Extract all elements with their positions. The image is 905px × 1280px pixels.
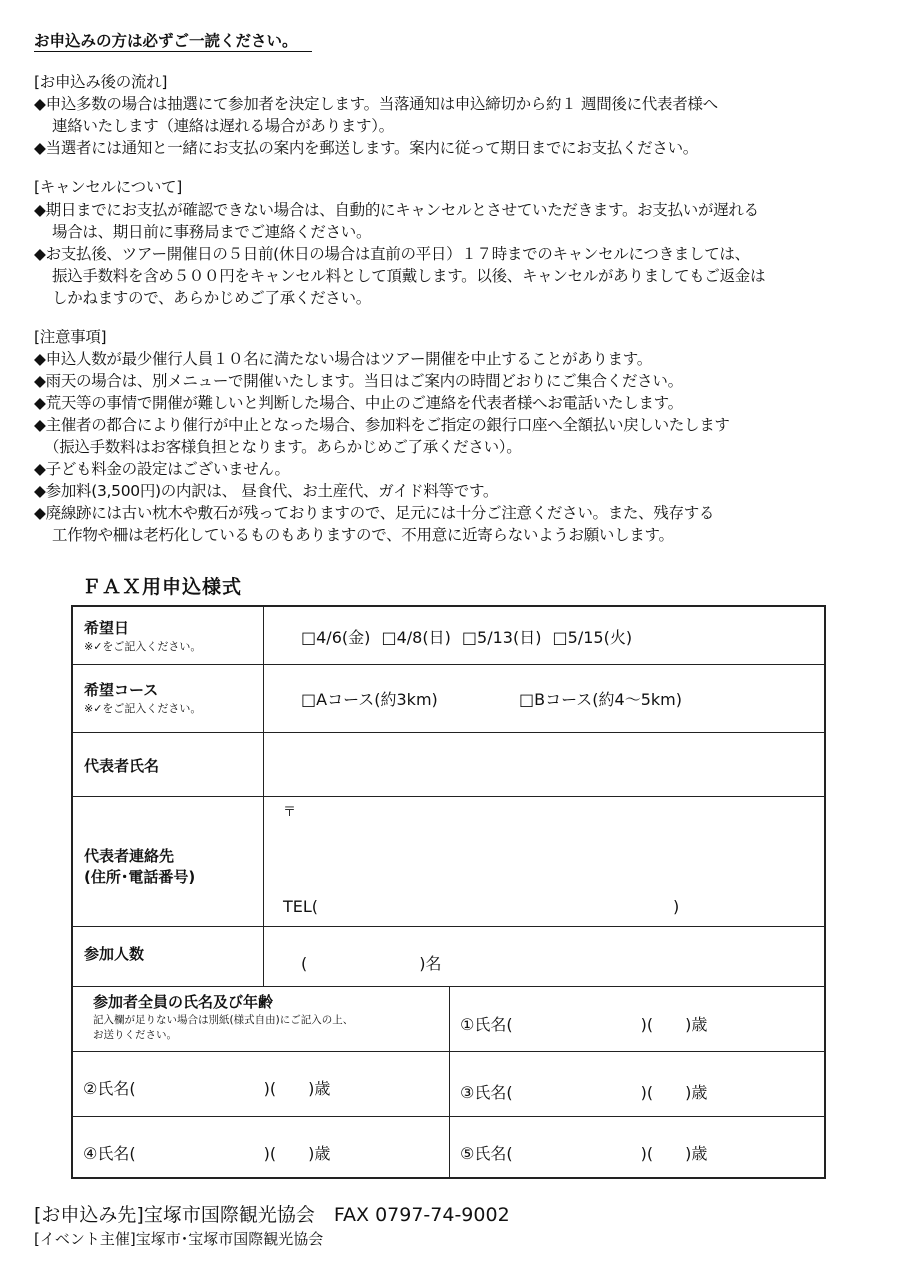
members-note: 記入欄が足りない場合は別紙(様式自由)にご記入の上、 (93, 1014, 354, 1026)
date-option[interactable]: □4/8(日) (381, 628, 451, 647)
check-note: ※✓をご記入ください。 (84, 702, 202, 715)
cancel-line: ◆お支払後、ツアー開催日の５日前(休日の場合は直前の平日）１７時までのキャンセルにつきましては、 (34, 245, 750, 263)
fax-application-form (71, 605, 826, 1179)
row-members-3 (73, 1117, 824, 1179)
course-label-cell (73, 665, 264, 732)
tel-close: ) (673, 897, 680, 916)
date-label-cell (73, 607, 264, 664)
notes-line: ◆参加料(3,500円)の内訳は、 昼食代、お土産代、ガイド料等です。 (34, 482, 499, 500)
course-label: 希望コース (84, 681, 159, 699)
notes-line: ◆主催者の都合により催行が中止となった場合、参加料をご指定の銀行口座へ全額払い戻しいたします (34, 416, 730, 434)
member-cell[interactable] (449, 987, 825, 1051)
member-1-field[interactable]: ①氏名( )( )歳 (460, 1015, 708, 1034)
member-2-field[interactable]: ②氏名( )( )歳 (83, 1079, 331, 1098)
contact-sub-label: (住所･電話番号) (84, 868, 196, 886)
rep-name-label: 代表者氏名 (84, 757, 160, 775)
contact-label: 代表者連絡先 (84, 847, 175, 865)
notes-heading: [注意事項] (34, 328, 107, 346)
count-field[interactable]: ( )名 (301, 954, 442, 973)
row-contact (73, 797, 824, 927)
date-label: 希望日 (84, 619, 130, 637)
page-title: お申込みの方は必ずご一読ください。 (34, 31, 312, 52)
count-label: 参加人数 (84, 945, 145, 963)
flow-line: 連絡いたします（連絡は遅れる場合があります）。 (52, 117, 394, 135)
event-organizer: [イベント主催]宝塚市･宝塚市国際観光協会 (34, 1230, 324, 1248)
rep-name-field[interactable] (265, 733, 824, 796)
member-3-field[interactable]: ③氏名( )( )歳 (460, 1083, 708, 1102)
course-option-a[interactable]: □Aコース(約3km) (301, 690, 438, 709)
date-option[interactable]: □5/15(火) (552, 628, 633, 647)
cancel-line: しかねますので、あらかじめご了承ください。 (52, 289, 371, 307)
notes-line: （振込手数料はお客様負担となります。あらかじめご了承ください）。 (44, 438, 522, 456)
contact-label-cell (73, 797, 264, 926)
members-label-cell (73, 987, 449, 1051)
notes-line: ◆子ども料金の設定はございません。 (34, 460, 290, 478)
cancel-heading: [キャンセルについて] (34, 178, 182, 196)
tel-label: TEL( (283, 897, 319, 916)
members-label: 参加者全員の氏名及び年齢 (93, 993, 274, 1011)
row-count (73, 927, 824, 987)
member-cell[interactable] (73, 1117, 449, 1179)
notes-line: ◆荒天等の事情で開催が難しいと判断した場合、中止のご連絡を代表者様へお電話いたします。 (34, 394, 683, 412)
member-cell[interactable] (73, 1052, 449, 1116)
member-5-field[interactable]: ⑤氏名( )( )歳 (460, 1144, 708, 1163)
notes-line: ◆雨天の場合は、別メニューで開催いたします。当日はご案内の時間どおりにご集合ください。 (34, 372, 683, 390)
postal-mark: 〒 (283, 805, 297, 820)
row-members-1 (73, 987, 824, 1052)
date-option[interactable]: □5/13(日) (461, 628, 542, 647)
apply-contact: [お申込み先]宝塚市国際観光協会 FAX 0797-74-9002 (34, 1204, 510, 1226)
notes-line: ◆廃線跡には古い枕木や敷石が残っておりますので、足元には十分ご注意ください。また、残存する (34, 504, 715, 522)
date-option[interactable]: □4/6(金) (301, 628, 371, 647)
course-option-b[interactable]: □Bコース(約4～5km) (519, 690, 682, 709)
row-date (73, 607, 824, 665)
member-4-field[interactable]: ④氏名( )( )歳 (83, 1144, 331, 1163)
cancel-line: 振込手数料を含め５００円をキャンセル料として頂戴します。以後、キャンセルがありましてもご返金は (52, 267, 766, 285)
flow-heading: [お申込み後の流れ] (34, 73, 168, 91)
row-rep-name (73, 733, 824, 797)
date-options[interactable] (301, 625, 632, 648)
flow-line: ◆申込多数の場合は抽選にて参加者を決定します。当落通知は申込締切から約１ 週間後に代表者様へ (34, 95, 718, 113)
count-label-cell (73, 927, 264, 986)
notes-line: ◆申込人数が最少催行人員１０名に満たない場合はツアー開催を中止することがあります。 (34, 350, 652, 368)
member-cell[interactable] (449, 1117, 825, 1179)
notes-line: 工作物や柵は老朽化しているものもありますので、不用意に近寄らないようお願いします。 (52, 526, 674, 544)
cancel-line: 場合は、期日前に事務局までご連絡ください。 (52, 223, 372, 241)
rep-name-label-cell (73, 733, 264, 796)
fax-form-title: ＦＡＸ用申込様式 (82, 576, 243, 598)
row-members-2 (73, 1052, 824, 1117)
cancel-line: ◆期日までにお支払が確認できない場合は、自動的にキャンセルとさせていただきます。お支払いが遅れる (34, 201, 759, 219)
member-cell[interactable] (449, 1052, 825, 1116)
check-note: ※✓をご記入ください。 (84, 640, 202, 653)
members-note: お送りください。 (93, 1029, 177, 1041)
row-course (73, 665, 824, 733)
flow-line: ◆当選者には通知と一緒にお支払の案内を郵送します。案内に従って期日までにお支払ください。 (34, 139, 698, 157)
